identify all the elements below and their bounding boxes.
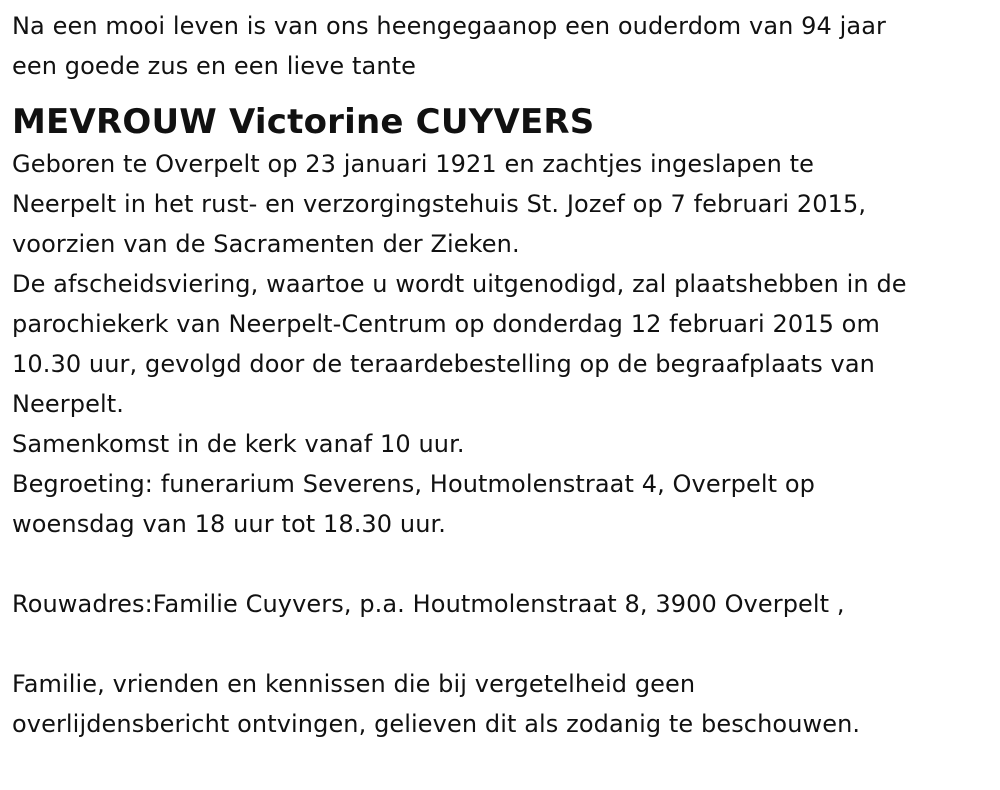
body-line: Geboren te Overpelt op 23 januari 1921 en zachtjes ingeslapen te [12,150,815,178]
body-line: Begroeting: funerarium Severens, Houtmolenstraat 4, Overpelt op [12,470,815,498]
body-line: De afscheidsviering, waartoe u wordt uitgenodigd, zal plaatshebben in de [12,270,907,298]
closing-line-1: Familie, vrienden en kennissen die bij vergetelheid geen [12,670,696,698]
intro-line-2: een goede zus en een lieve tante [12,52,417,80]
obituary-notice [12,6,996,744]
body-line: Neerpelt. [12,390,124,418]
body-line: 10.30 uur, gevolgd door de teraardebestelling op de begraafplaats van [12,350,875,378]
body-line: woensdag van 18 uur tot 18.30 uur. [12,510,447,538]
mourning-address: Rouwadres:Familie Cuyvers, p.a. Houtmolenstraat 8, 3900 Overpelt , [12,590,845,618]
body-line: Samenkomst in de kerk vanaf 10 uur. [12,430,465,458]
intro-line-1: Na een mooi leven is van ons heengegaanop een ouderdom van 94 jaar [12,12,886,40]
closing-line-2: overlijdensbericht ontvingen, gelieven dit als zodanig te beschouwen. [12,710,861,738]
spacer [12,544,996,584]
notice-body [12,144,996,544]
body-line: voorzien van de Sacramenten der Zieken. [12,230,520,258]
body-line: parochiekerk van Neerpelt-Centrum op donderdag 12 februari 2015 om [12,310,880,338]
body-line: Neerpelt in het rust- en verzorgingstehuis St. Jozef op 7 februari 2015, [12,190,867,218]
spacer [12,624,996,664]
deceased-name: MEVROUW Victorine CUYVERS [12,102,595,142]
